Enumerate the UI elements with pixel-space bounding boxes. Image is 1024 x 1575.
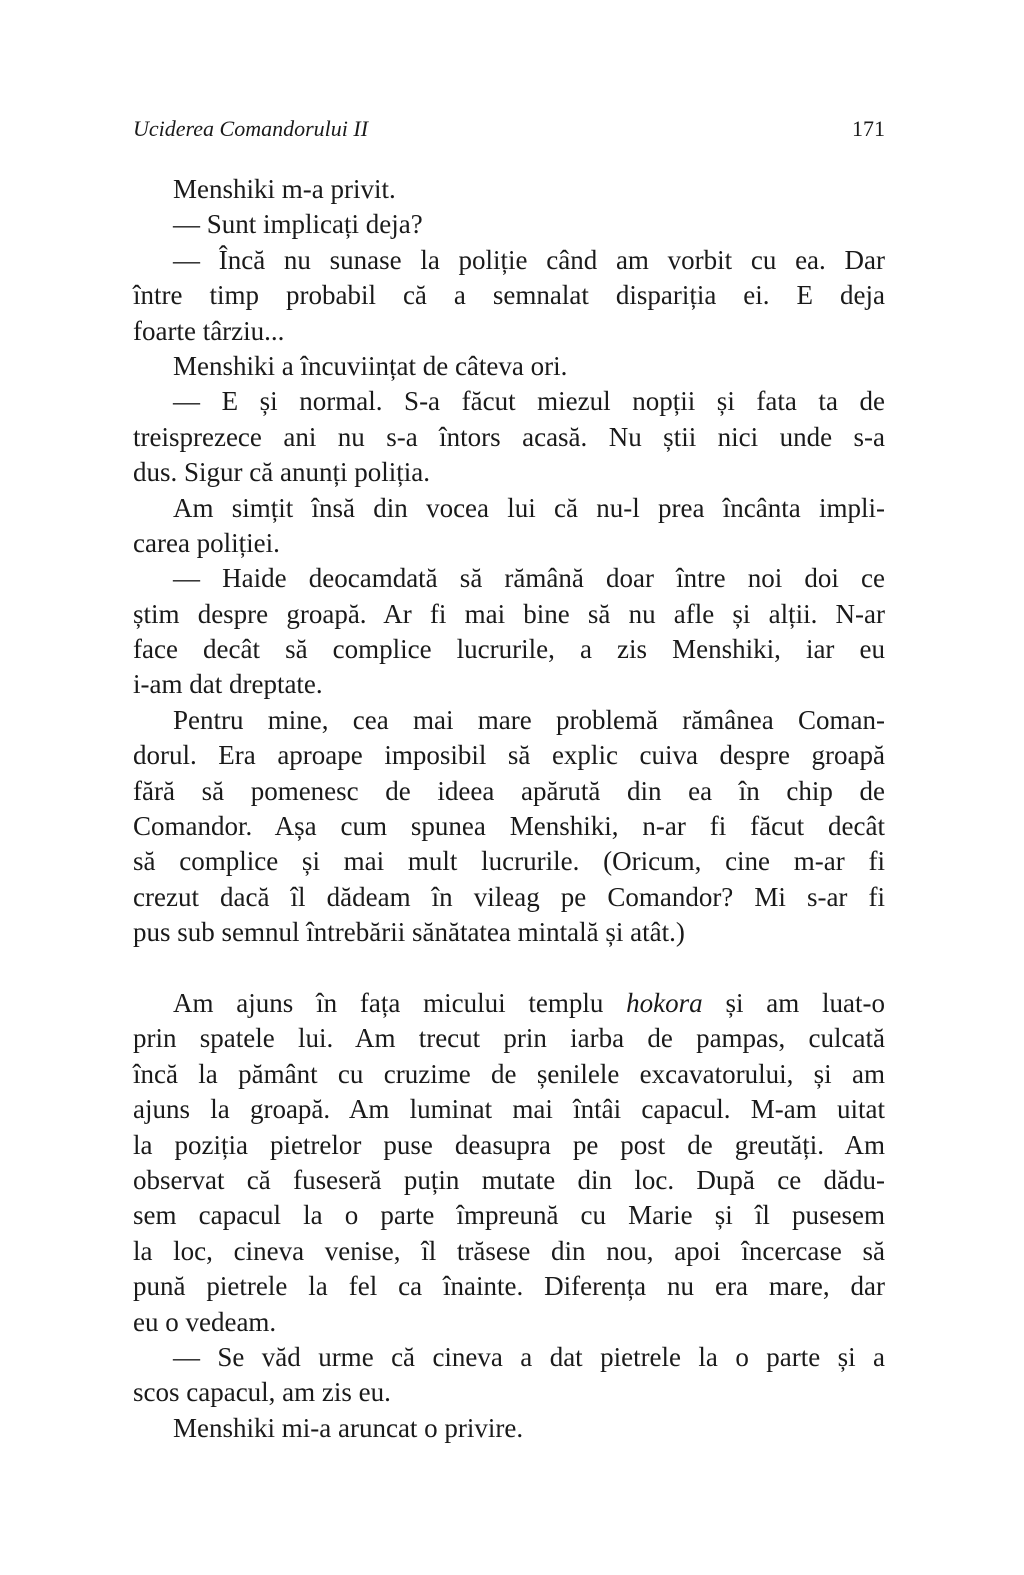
text-line: carea poliției. <box>133 527 280 558</box>
text-line <box>133 986 885 1021</box>
text-line: — Încă nu sunase la poliție când am vorbit cu ea. Dar <box>173 244 885 275</box>
body-text <box>133 172 885 1446</box>
text-line: încă la pământ cu cruzime de șenilele excavatorului, și am <box>133 1058 885 1089</box>
text-line: la loc, cineva venise, îl trăsese din nou, apoi încercase să <box>133 1235 885 1266</box>
running-title: Uciderea Comandorului II <box>133 116 369 141</box>
text-line: să complice și mai mult lucrurile. (Oricum, cine m-ar fi <box>133 846 885 877</box>
text-line: — Se văd urme că cineva a dat pietrele la o parte și a <box>173 1341 885 1372</box>
italic-term: hokora <box>626 987 703 1018</box>
text-line: Am simțit însă din vocea lui că nu-l prea încânta impli- <box>173 492 885 523</box>
text-line: pună pietrele la fel ca înainte. Diferența nu era mare, dar <box>133 1271 885 1302</box>
running-header <box>133 116 885 142</box>
text-line: Menshiki m-a privit. <box>173 174 396 204</box>
text-line: dorul. Era aproape imposibil să explic cuiva despre groapă <box>133 740 885 771</box>
text-line: Pentru mine, cea mai mare problemă rămânea Coman- <box>173 704 885 735</box>
text-line: dus. Sigur că anunți poliția. <box>133 457 430 488</box>
text-line: pus sub semnul întrebării sănătatea mintală și atât.) <box>133 917 685 948</box>
text-line: foarte târziu... <box>133 315 285 346</box>
text-line: prin spatele lui. Am trecut prin iarba de pampas, culcată <box>133 1023 885 1054</box>
text-line: observat că fuseseră puțin mutate din loc. După ce dădu- <box>133 1164 885 1195</box>
text-line: — Haide deocamdată să rămână doar între noi doi ce <box>173 563 885 594</box>
text-segment: Am ajuns în fața micului templu <box>173 987 627 1018</box>
text-segment: și am luat-o <box>702 987 885 1018</box>
text-line: face decât să complice lucrurile, a zis Menshiki, iar eu <box>133 634 885 665</box>
text-line: crezut dacă îl dădeam în vileag pe Comandor? Mi s-ar fi <box>133 881 885 912</box>
text-line: Menshiki a încuviințat de câteva ori. <box>173 350 568 381</box>
text-line: — Sunt implicați deja? <box>173 209 423 240</box>
text-line: ajuns la groapă. Am luminat mai întâi capacul. M-am uitat <box>133 1094 885 1125</box>
text-line: treisprezece ani nu s-a întors acasă. Nu știi nici unde s-a <box>133 421 885 452</box>
text-line: Comandor. Așa cum spunea Menshiki, n-ar fi făcut decât <box>133 811 885 842</box>
text-line: — E și normal. S-a făcut miezul nopții și fata ta de <box>173 386 885 417</box>
page-number: 171 <box>852 116 885 141</box>
text-line: i-am dat dreptate. <box>133 669 323 700</box>
text-line: Menshiki mi-a aruncat o privire. <box>173 1412 524 1443</box>
text-line: între timp probabil că a semnalat dispariția ei. E deja <box>133 280 885 311</box>
text-line: sem capacul la o parte împreună cu Marie și îl pusesem <box>133 1200 885 1231</box>
text-line: eu o vedeam. <box>133 1306 277 1337</box>
text-line: scos capacul, am zis eu. <box>133 1377 391 1408</box>
text-line: fără să pomenesc de ideea apărută din ea în chip de <box>133 775 885 806</box>
text-line: știm despre groapă. Ar fi mai bine să nu afle și alții. N-ar <box>133 598 885 629</box>
section-break <box>133 951 885 986</box>
text-line: la poziția pietrelor puse deasupra pe post de greutăți. Am <box>133 1129 885 1160</box>
